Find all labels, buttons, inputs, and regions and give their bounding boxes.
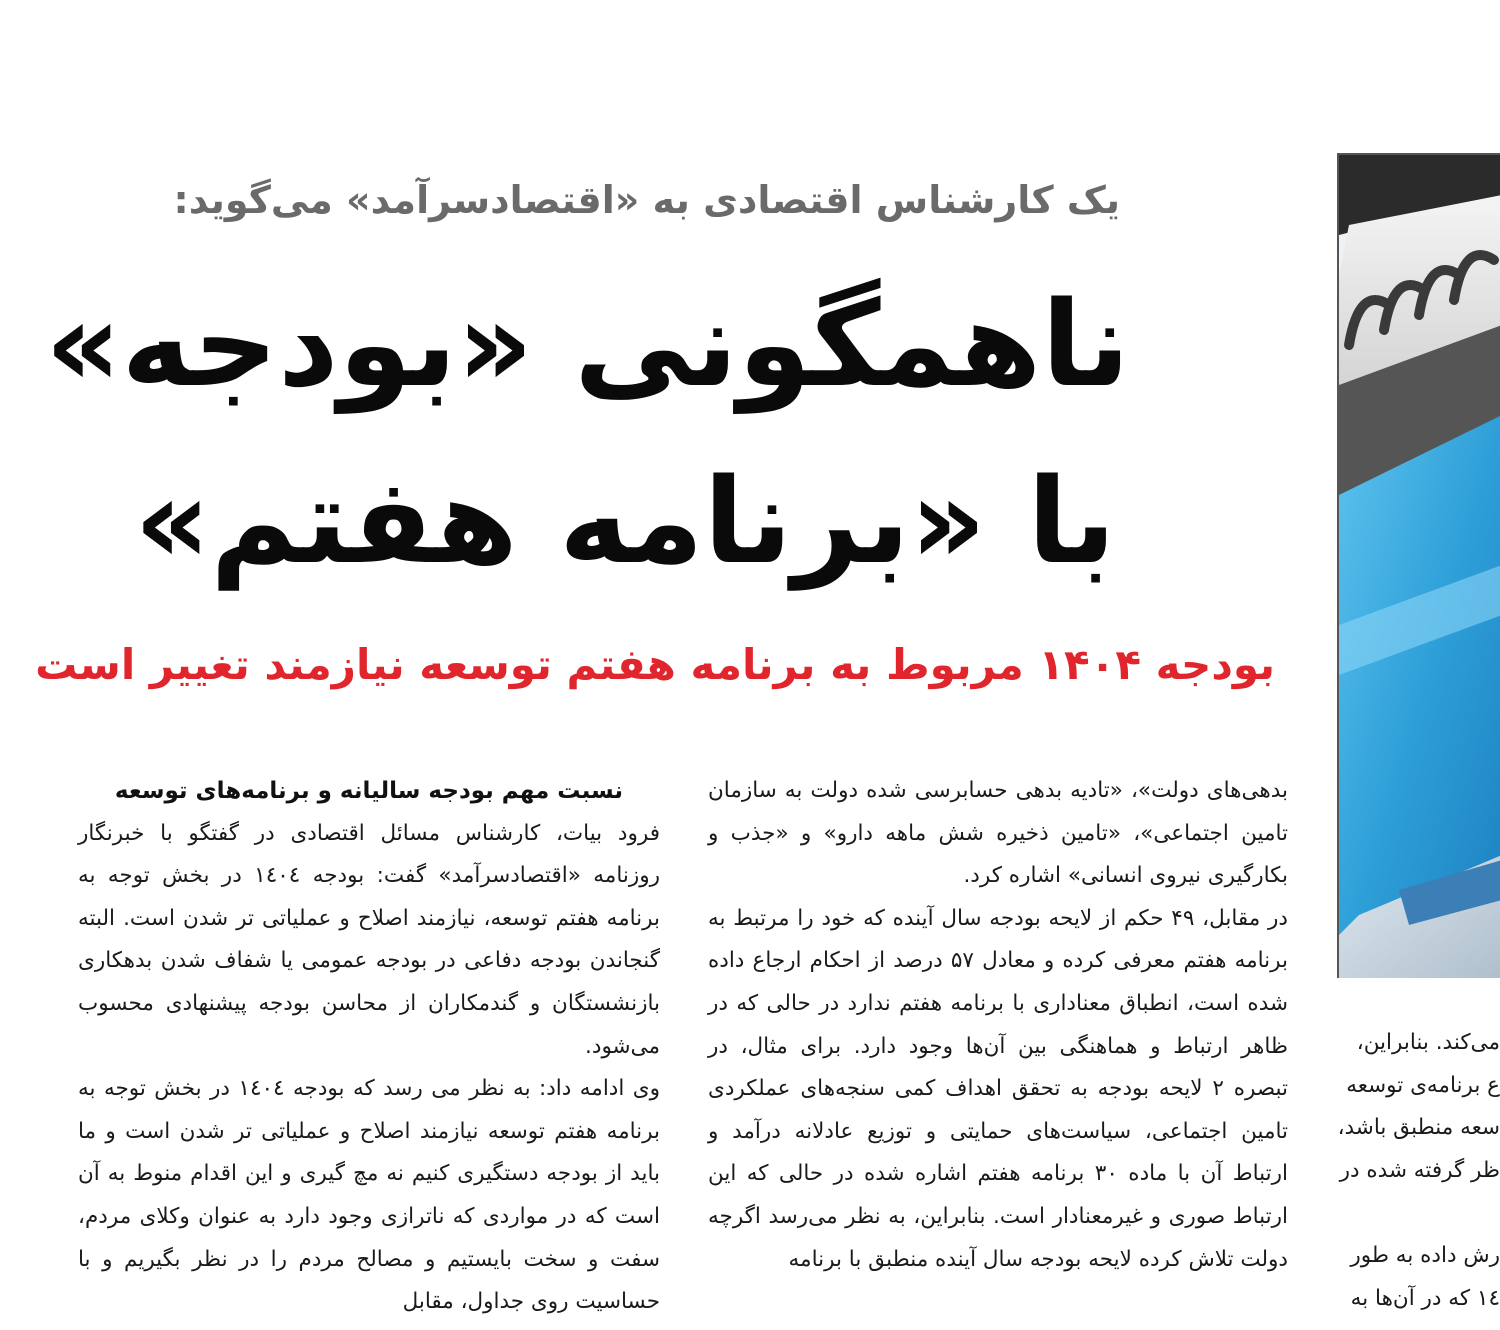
headline-line-2: با «برنامه هفتم»	[134, 452, 1116, 590]
line: سعه منطبق باشد،	[1338, 1115, 1500, 1141]
line: ۱٤ که در آن‌ها به	[1350, 1285, 1500, 1311]
article-column-far-right	[1338, 1022, 1500, 1320]
headline-line-1: ناهمگونی «بودجه»	[45, 275, 1130, 413]
line: می‌کند. بنابراین،	[1356, 1030, 1500, 1055]
line: ظر گرفته شده در	[1339, 1157, 1500, 1183]
paragraph: در مقابل، ۴۹ حکم از لایحه بودجه سال آینده که خود را مرتبط به برنامه هفتم معرفی کرده و معادل ۵۷ درصد از احکام ارجاع داده شده است، انطباق معناداری با برنامه هفتم ندارد در حالی که در ظاهر ارتباط و هماهنگی بین آن‌ها وجود دارد. برای مثال، در تبصره ۲ لایحه بودجه به تحقق اهداف کمی سنجه‌های عملکردی تامین اجتماعی، سیاست‌های حمایتی و توزیع عادلانه درآمد و ارتباط آن با ماده ۳۰ برنامه هفتم اشاره شده در حالی که این ارتباط صوری و غیرمعنادار است. بنابراین، به نظر می‌رسد اگرچه دولت تلاش کرده لایحه بودجه سال آینده منطبق با برنامه	[708, 905, 1289, 1272]
section-heading: نسبت مهم بودجه سالیانه و برنامه‌های توسعه	[114, 778, 624, 804]
paragraph: وی ادامه داد: به نظر می رسد که بودجه ۱٤۰٤ در بخش توجه به برنامه هفتم توسعه نیازمند اصلاح و عملیاتی تر شدن است و ما باید از بودجه دستگیری کنیم نه مچ گیری و این اقدام منوط به آن است که در مواردی که ناترازی وجود دارد به عنوان وکلای مردم، سفت و سخت بایستیم و مصالح مردم را در نظر بگیریم و با حساسیت روی جداول، مقابل	[78, 1076, 660, 1315]
kicker: یک کارشناس اقتصادی به «اقتصادسرآمد» می‌گوید:	[173, 178, 1120, 222]
subheadline: بودجه ۱۴۰۴ مربوط به برنامه هفتم توسعه نیازمند تغییر است	[35, 640, 1275, 689]
line	[1338, 1192, 1500, 1235]
line: ع برنامه‌ی توسعه	[1346, 1072, 1500, 1098]
paragraph: فرود بیات، کارشناس مسائل اقتصادی در گفتگو با خبرنگار روزنامه «اقتصادسرآمد» گفت: بودجه ۱٤۰٤ در بخش توجه به برنامه هفتم توسعه، نیازمند اصلاح و عملیاتی تر شدن است. البته گنجاندن بودجه دفاعی در بودجه عمومی یا شفاف شدن بدهکاری بازنشستگان و گندمکاران از محاسن بودجه پیشنهادی محسوب می‌شود.	[78, 820, 660, 1059]
paragraph: بدهی‌های دولت»، «تادیه بدهی حسابرسی شده دولت به سازمان تامین اجتماعی»، «تامین ذخیره شش ماهه دارو» و «جذب و بکارگیری نیروی انسانی» اشاره کرد.	[708, 778, 1288, 889]
article-column-left	[78, 770, 660, 1324]
line: رش داده به طور	[1350, 1242, 1500, 1268]
article-photo	[1337, 153, 1500, 978]
article-column-right	[708, 770, 1288, 1281]
